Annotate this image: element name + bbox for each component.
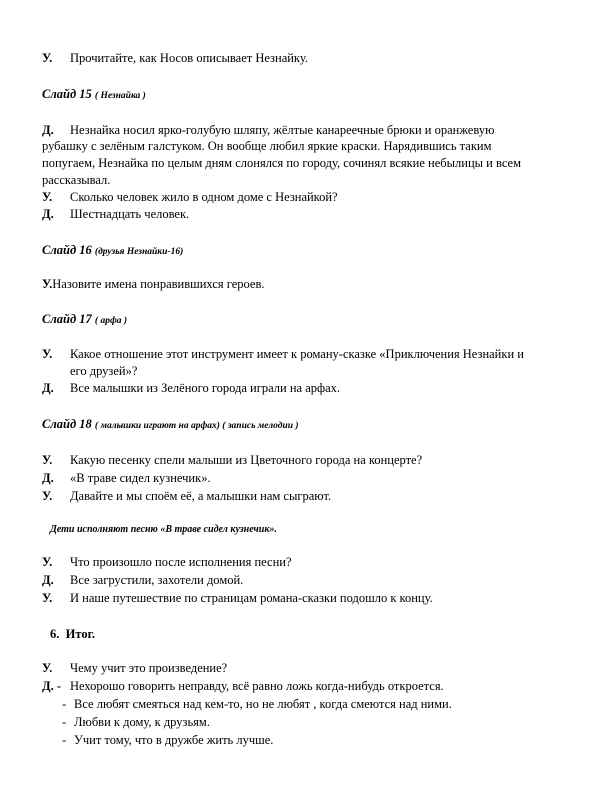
slide-15-heading	[42, 86, 146, 104]
teacher-line-2	[42, 189, 338, 205]
slide-title: Слайд 15	[42, 87, 92, 101]
line-text: И наше путешествие по страницам романа-сказки подошло к концу.	[70, 591, 433, 605]
line-text: Назовите имена понравившихся героев.	[52, 277, 265, 291]
list-item-text: Все любят смеяться над кем-то, но не любят , когда смеются над ними.	[74, 697, 452, 711]
child-line-5	[42, 572, 243, 588]
line-text: Какое отношение этот инструмент имеет к роману-сказке «Приключения Незнайки и	[70, 347, 524, 361]
line-text: Сколько человек жило в одном доме с Незнайкой?	[70, 190, 338, 204]
line-text: Какую песенку спели малыши из Цветочного города на концерте?	[70, 453, 423, 467]
speaker-label: Д.	[42, 381, 54, 395]
line-text: Давайте и мы споём её, а малышки нам сыграют.	[70, 489, 332, 503]
list-item	[62, 714, 210, 730]
bullet-dash: -	[62, 733, 67, 747]
teacher-line-3	[42, 276, 264, 292]
child-line-3	[42, 380, 340, 396]
line-text: Все малышки из Зелёного города играли на арфах.	[70, 381, 341, 395]
speaker-label: У.	[42, 277, 53, 291]
teacher-line-8	[42, 590, 433, 606]
teacher-line-7	[42, 554, 292, 570]
line-text: Чему учит это произведение?	[70, 661, 228, 675]
paragraph-line: попугаем, Незнайка по целым дням слонялся по городу, сочинял всякие небылицы и всем	[42, 156, 521, 170]
speaker-label: У.	[42, 190, 53, 204]
teacher-line-5	[42, 452, 422, 468]
slide-16-heading	[42, 242, 183, 260]
child-line-6	[42, 678, 444, 694]
bullet-dash: -	[62, 697, 67, 711]
bullet-dash: -	[62, 715, 67, 729]
line-text: Что произошло после исполнения песни?	[70, 555, 292, 569]
slide-17-heading	[42, 311, 127, 329]
line-text: «В траве сидел кузнечик».	[70, 471, 211, 485]
paragraph-line: рассказывал.	[42, 173, 111, 187]
speaker-label: Д.	[42, 207, 54, 221]
child-line-1	[42, 122, 494, 138]
speaker-label: Д. -	[42, 679, 62, 693]
paragraph-line: его друзей»?	[70, 364, 138, 378]
line-text: Незнайка носил ярко-голубую шляпу, жёлтые канареечные брюки и оранжевую	[70, 123, 495, 137]
speaker-label: Д.	[42, 123, 54, 137]
section-number: 6.	[50, 627, 60, 641]
speaker-label: У.	[42, 555, 53, 569]
section-heading	[50, 626, 95, 642]
slide-subtitle: (друзья Незнайки-16)	[94, 247, 184, 257]
slide-title: Слайд 17	[42, 312, 92, 326]
speaker-label: У.	[42, 51, 53, 65]
speaker-label: У.	[42, 591, 53, 605]
list-item	[62, 732, 273, 748]
list-item-text: Любви к дому, к друзьям.	[74, 715, 210, 729]
slide-title: Слайд 16	[42, 243, 92, 257]
slide-subtitle: ( Незнайка )	[94, 91, 146, 101]
speaker-label: У.	[42, 453, 53, 467]
speaker-label: Д.	[42, 573, 54, 587]
paragraph-line: рубашку с зелёным галстуком. Он вообще любил яркие краски. Нарядившись таким	[42, 139, 492, 153]
section-title: Итог.	[65, 627, 95, 641]
slide-subtitle: ( арфа )	[94, 316, 128, 326]
slide-title: Слайд 18	[42, 417, 92, 431]
child-line-4	[42, 470, 211, 486]
teacher-line-6	[42, 488, 331, 504]
slide-subtitle: ( малышки играют на арфах) ( запись мелодии )	[94, 421, 299, 431]
line-text: Нехорошо говорить неправду, всё равно ложь когда-нибудь откроется.	[70, 679, 444, 693]
line-text: Все загрустили, захотели домой.	[70, 573, 244, 587]
line-text: Шестнадцать человек.	[70, 207, 190, 221]
teacher-line-9	[42, 660, 227, 676]
list-item-text: Учит тому, что в дружбе жить лучше.	[74, 733, 274, 747]
speaker-label: У.	[42, 489, 53, 503]
slide-18-heading	[42, 416, 299, 434]
teacher-line-1	[42, 50, 308, 66]
line-text: Прочитайте, как Носов описывает Незнайку.	[70, 51, 308, 65]
speaker-label: У.	[42, 661, 53, 675]
stage-note: Дети исполняют песню «В траве сидел кузнечик».	[50, 524, 277, 535]
speaker-label: Д.	[42, 471, 54, 485]
teacher-line-4	[42, 346, 524, 362]
child-line-2	[42, 206, 189, 222]
speaker-label: У.	[42, 347, 53, 361]
list-item	[62, 696, 452, 712]
